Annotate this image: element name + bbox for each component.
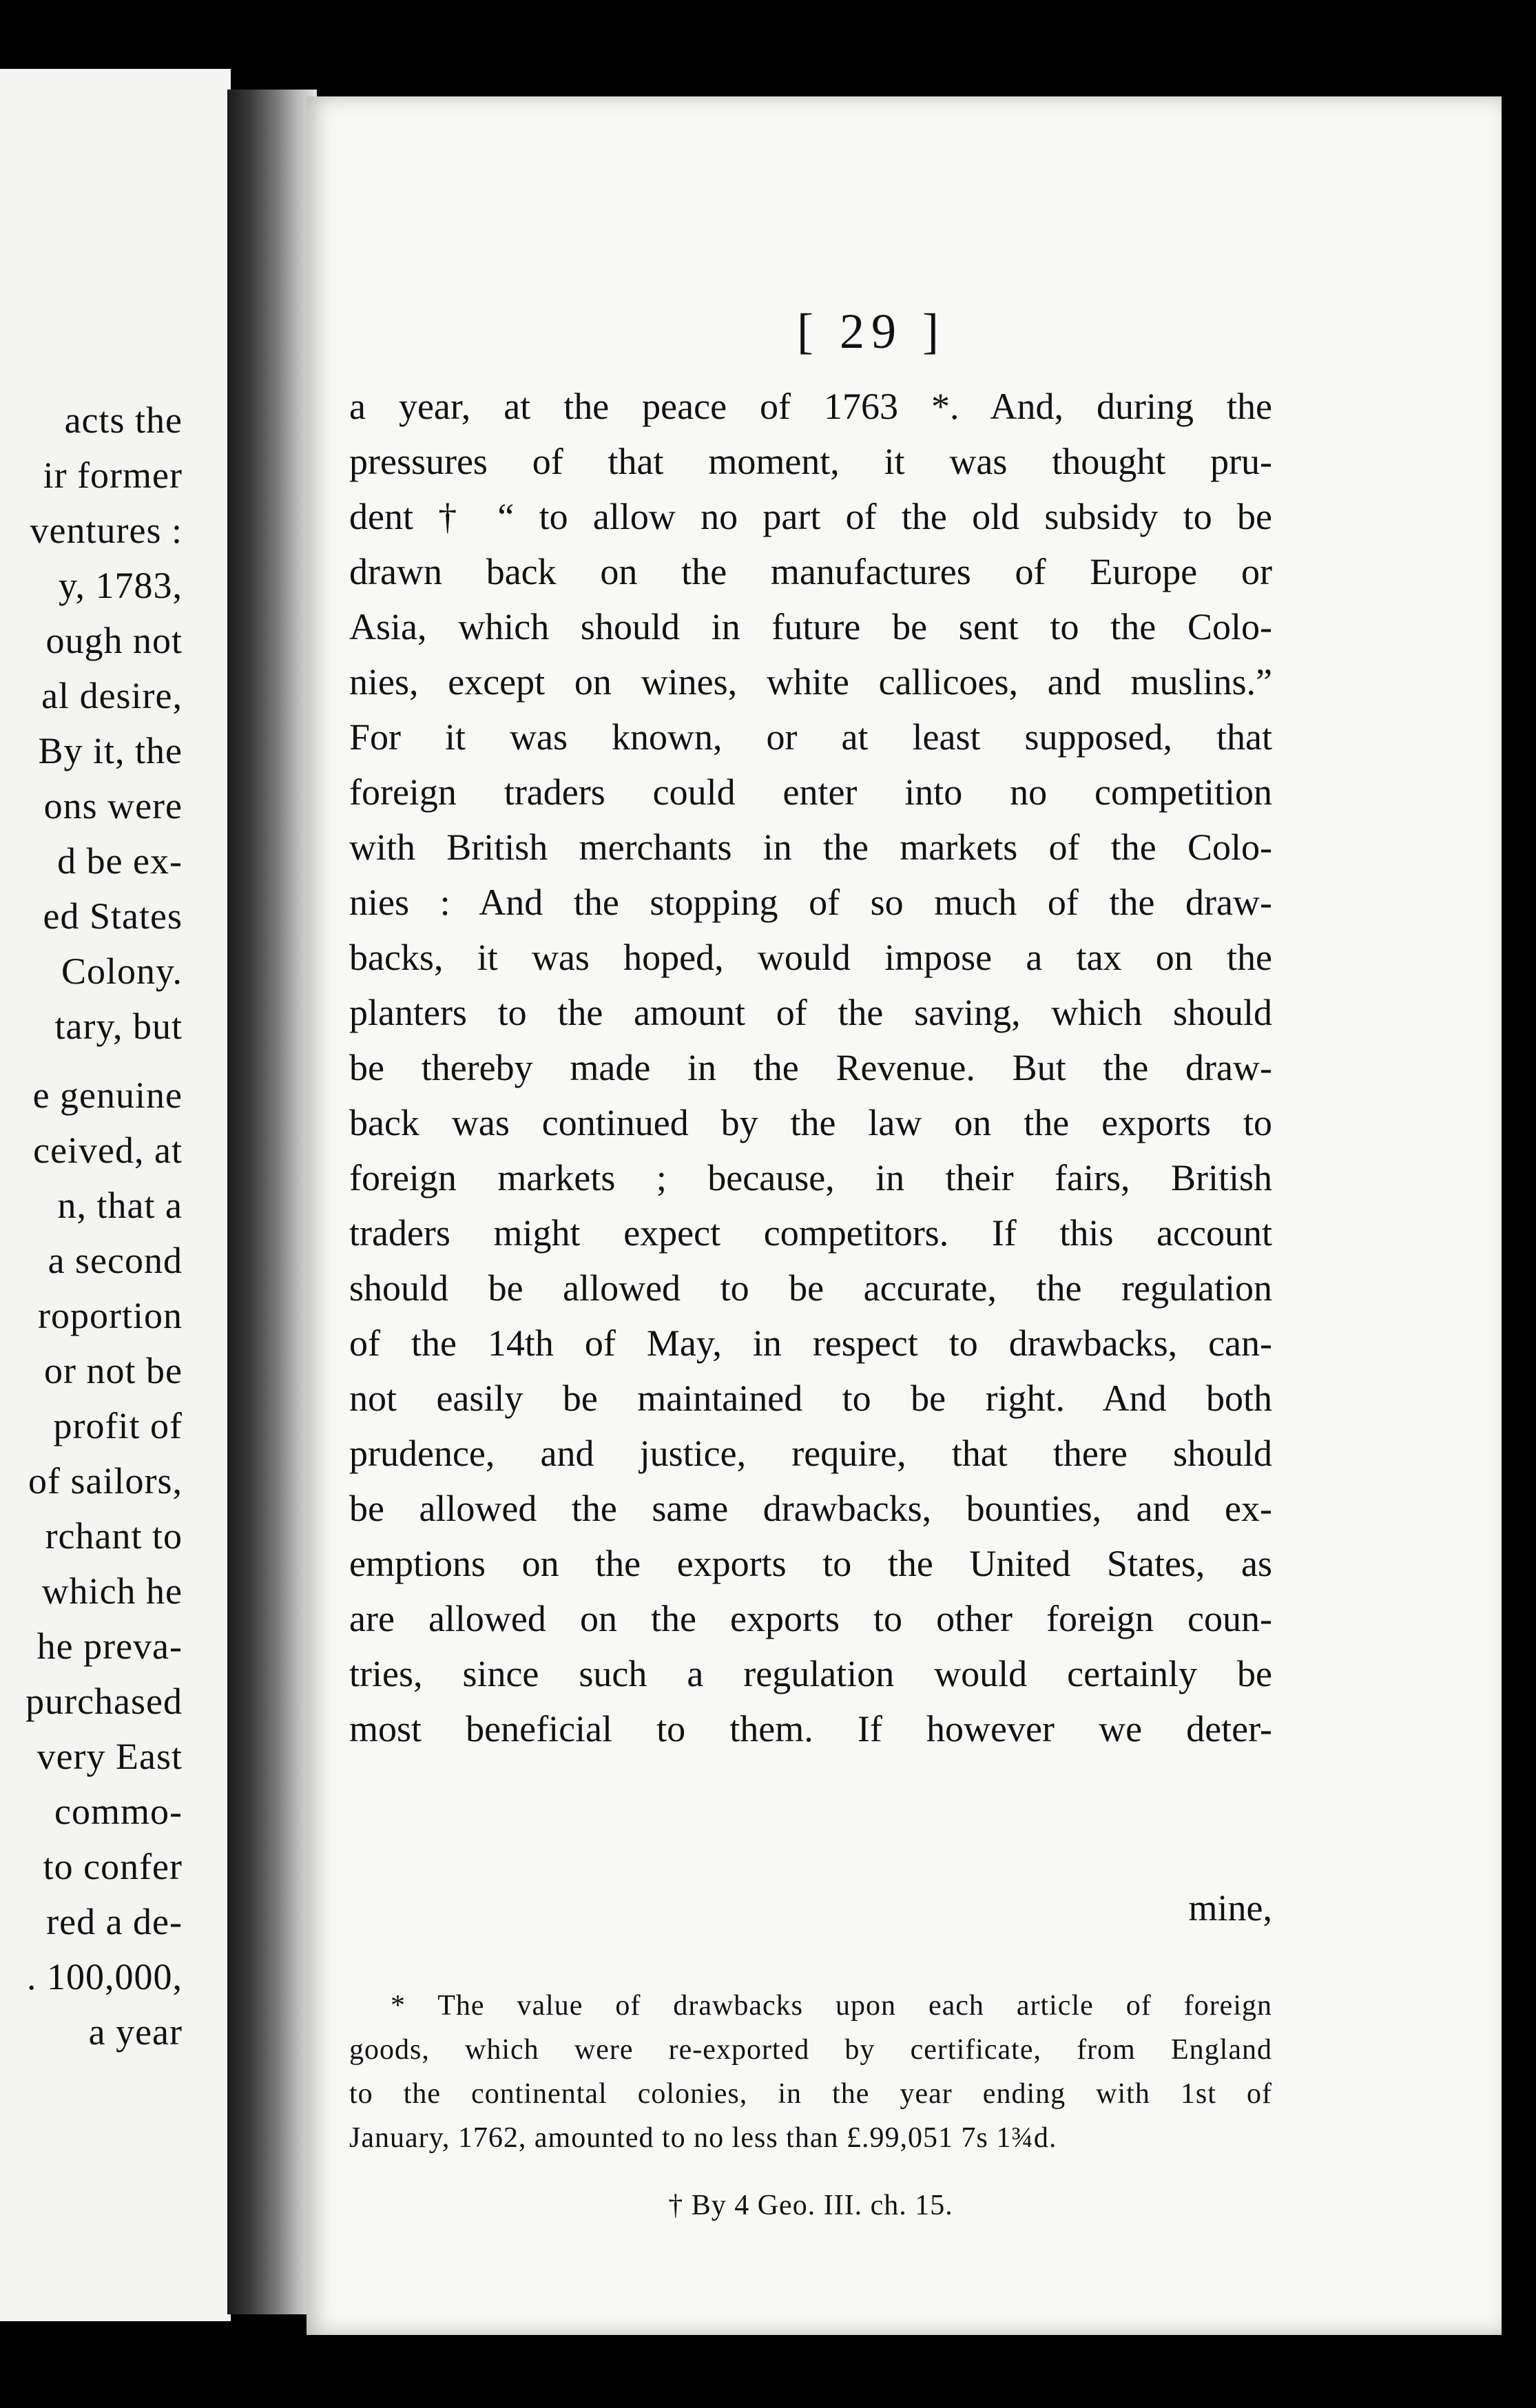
text-line: backs, it was hoped, would impose a tax on the [349, 937, 1272, 978]
facing-page-line: Colony. [61, 951, 183, 992]
text-line: emptions on the exports to the United States, as [349, 1543, 1272, 1584]
facing-page-line: which he [41, 1570, 183, 1612]
facing-page-line: very East [37, 1736, 183, 1777]
text-line: drawn back on the manufactures of Europe or [349, 551, 1272, 592]
facing-page-line: By it, the [38, 730, 183, 771]
facing-page-line: roportion [38, 1295, 183, 1336]
text-line: with British merchants in the markets of the Colo- [349, 827, 1272, 868]
facing-page-line: to confer [43, 1846, 183, 1887]
facing-page-line: ough not [45, 620, 183, 661]
page-number: [ 29 ] [797, 304, 946, 359]
footnote-statute: † By 4 Geo. III. ch. 15. [668, 2190, 953, 2221]
facing-page-line: ons were [43, 785, 183, 827]
text-line: of the 14th of May, in respect to drawbacks, can- [349, 1322, 1272, 1364]
text-line: planters to the amount of the saving, which should [349, 992, 1272, 1033]
facing-page-line: profit of [53, 1405, 183, 1446]
facing-page-line: rchant to [45, 1515, 183, 1557]
text-line: be thereby made in the Revenue. But the draw- [349, 1047, 1272, 1088]
book-page [307, 96, 1502, 2335]
text-line: pressures of that moment, it was thought pru- [349, 441, 1272, 482]
facing-page-line: red a de- [46, 1901, 183, 1942]
facing-page-line: a year [88, 2011, 183, 2053]
facing-page-line: ir former [43, 455, 183, 496]
facing-page-line: . 100,000, [27, 1956, 183, 1997]
facing-page-line: ed States [43, 895, 183, 937]
catchword: mine, [1188, 1887, 1272, 1929]
text-line: a year, at the peace of 1763 *. And, during the [349, 386, 1272, 427]
text-line: are allowed on the exports to other foreign coun- [349, 1598, 1272, 1639]
text-line: be allowed the same drawbacks, bounties, and ex- [349, 1488, 1272, 1529]
facing-page-line: d be ex- [57, 840, 183, 882]
text-line: foreign markets ; because, in their fairs, British [349, 1157, 1272, 1198]
facing-page-line: ceived, at [33, 1130, 183, 1171]
text-line: back was continued by the law on the exports to [349, 1102, 1272, 1143]
facing-page-text [0, 393, 183, 2059]
facing-page-line: ventures : [30, 510, 183, 551]
text-line: For it was known, or at least supposed, that [349, 716, 1272, 758]
facing-page-line: al desire, [41, 675, 183, 716]
footnote-drawbacks [349, 1984, 1272, 2160]
text-line: nies : And the stopping of so much of the draw- [349, 882, 1272, 923]
facing-page-line: n, that a [57, 1185, 183, 1226]
facing-page-line: or not be [44, 1350, 183, 1391]
facing-page-line: acts the [64, 399, 183, 441]
facing-page-line: e genuine [32, 1075, 183, 1116]
facing-page-line: purchased [25, 1681, 183, 1722]
text-line: nies, except on wines, white callicoes, and muslins.” [349, 661, 1272, 703]
book-gutter-shadow [227, 90, 317, 2314]
text-line: tries, since such a regulation would certainly be [349, 1653, 1272, 1694]
footnote-line: * The value of drawbacks upon each article of foreign [391, 1990, 1272, 2022]
facing-page-line: commo- [54, 1791, 183, 1832]
text-line: traders might expect competitors. If this account [349, 1212, 1272, 1254]
text-line: should be allowed to be accurate, the regulation [349, 1267, 1272, 1309]
facing-page-line: he preva- [37, 1626, 183, 1667]
text-line: not easily be maintained to be right. And both [349, 1378, 1272, 1419]
text-line: foreign traders could enter into no competition [349, 771, 1272, 813]
facing-page-line: tary, but [54, 1006, 183, 1047]
footnote-line: January, 1762, amounted to no less than £.99,051 7s 1¾d. [349, 2122, 1057, 2154]
text-line: Asia, which should in future be sent to the Colo- [349, 606, 1272, 647]
page-body-text [349, 379, 1272, 1756]
facing-page-line: y, 1783, [59, 565, 183, 606]
facing-page-left [0, 69, 231, 2321]
text-line: prudence, and justice, require, that there should [349, 1433, 1272, 1474]
facing-page-line: a second [48, 1240, 183, 1281]
footnote-line: goods, which were re-exported by certificate, from England [349, 2034, 1272, 2066]
text-line: dent † “ to allow no part of the old subsidy to be [349, 496, 1272, 537]
text-line: most beneficial to them. If however we deter- [349, 1708, 1272, 1750]
footnote-line: to the continental colonies, in the year ending with 1st of [349, 2078, 1272, 2110]
facing-page-line: of sailors, [28, 1460, 183, 1502]
